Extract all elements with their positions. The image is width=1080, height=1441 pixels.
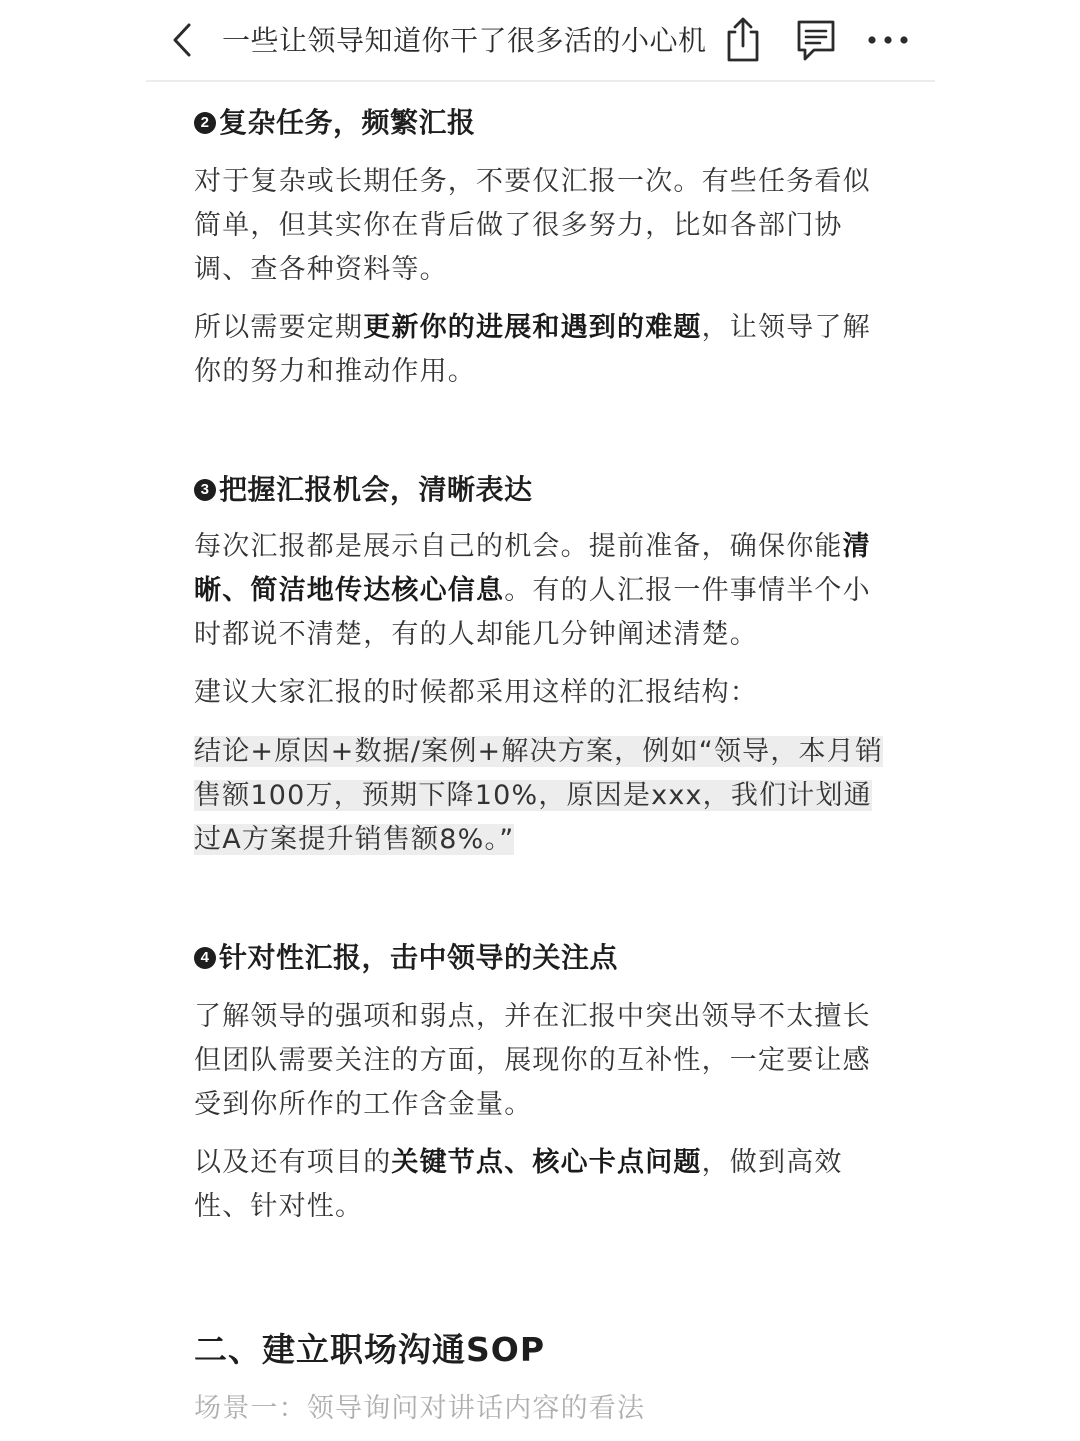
- section-heading-text: 复杂任务，频繁汇报: [219, 106, 476, 139]
- highlight-text: 结论+原因+数据/案例+解决方案，例如“领导，本月销售额100万，预期下降10%，原因是xxx，我们计划通过A方案提升销售额8%。”: [194, 736, 884, 855]
- more-button[interactable]: [862, 12, 914, 68]
- section-heading-4: [194, 935, 894, 981]
- number-badge: 4: [194, 947, 216, 969]
- comment-icon: [794, 17, 838, 63]
- section-heading-3: [194, 467, 894, 513]
- number-badge: 2: [194, 112, 216, 134]
- paragraph: 了解领导的强项和弱点，并在汇报中突出领导不太擅长但团队需要关注的方面，展现你的互补性，一定要让感受到你所作的工作含金量。: [194, 1001, 871, 1120]
- part-heading: 二、建立职场沟通SOP: [194, 1330, 546, 1369]
- chevron-left-icon: [170, 22, 194, 58]
- page-title: 一些让领导知道你干了很多活的小心机: [222, 24, 707, 57]
- top-nav-bar: [0, 0, 1080, 82]
- comment-button[interactable]: [788, 12, 844, 68]
- article-body: [194, 100, 894, 1431]
- text-run: ，让领导了解你的努力和推动作用。: [194, 312, 871, 387]
- text-run: 所以需要定期: [194, 312, 364, 343]
- paragraph: 建议大家汇报的时候都采用这样的汇报结构：: [194, 677, 758, 708]
- paragraph: [194, 306, 894, 394]
- header-divider: [146, 80, 935, 82]
- paragraph: [194, 1141, 894, 1229]
- back-button[interactable]: [160, 14, 204, 66]
- section-heading-text: 针对性汇报，击中领导的关注点: [219, 941, 619, 974]
- text-run: 每次汇报都是展示自己的机会。提前准备，确保你能: [194, 531, 843, 562]
- bold-text: 更新你的进展和遇到的难题: [363, 312, 702, 343]
- bold-text: 关键节点、核心卡点问题: [391, 1147, 702, 1178]
- section-heading-2: [194, 100, 894, 146]
- section-heading-text: 把握汇报机会，清晰表达: [219, 473, 533, 506]
- text-run: 以及还有项目的: [194, 1147, 392, 1178]
- share-icon: [723, 16, 763, 64]
- scene-subheading: 场景一：领导询问对讲话内容的看法: [194, 1393, 646, 1424]
- text-run: ，做到高效性、针对性。: [194, 1147, 843, 1222]
- paragraph: [194, 525, 894, 657]
- number-badge: 3: [194, 479, 216, 501]
- bold-text: 清晰、简洁地传达核心信息: [194, 531, 871, 606]
- highlighted-paragraph: [194, 730, 894, 862]
- text-run: 。有的人汇报一件事情半个小时都说不清楚，有的人却能几分钟阐述清楚。: [194, 575, 871, 650]
- paragraph: 对于复杂或长期任务，不要仅汇报一次。有些任务看似简单，但其实你在背后做了很多努力，比如各部门协调、查各种资料等。: [194, 166, 871, 285]
- more-dots-icon: [866, 34, 910, 46]
- share-button[interactable]: [718, 12, 768, 68]
